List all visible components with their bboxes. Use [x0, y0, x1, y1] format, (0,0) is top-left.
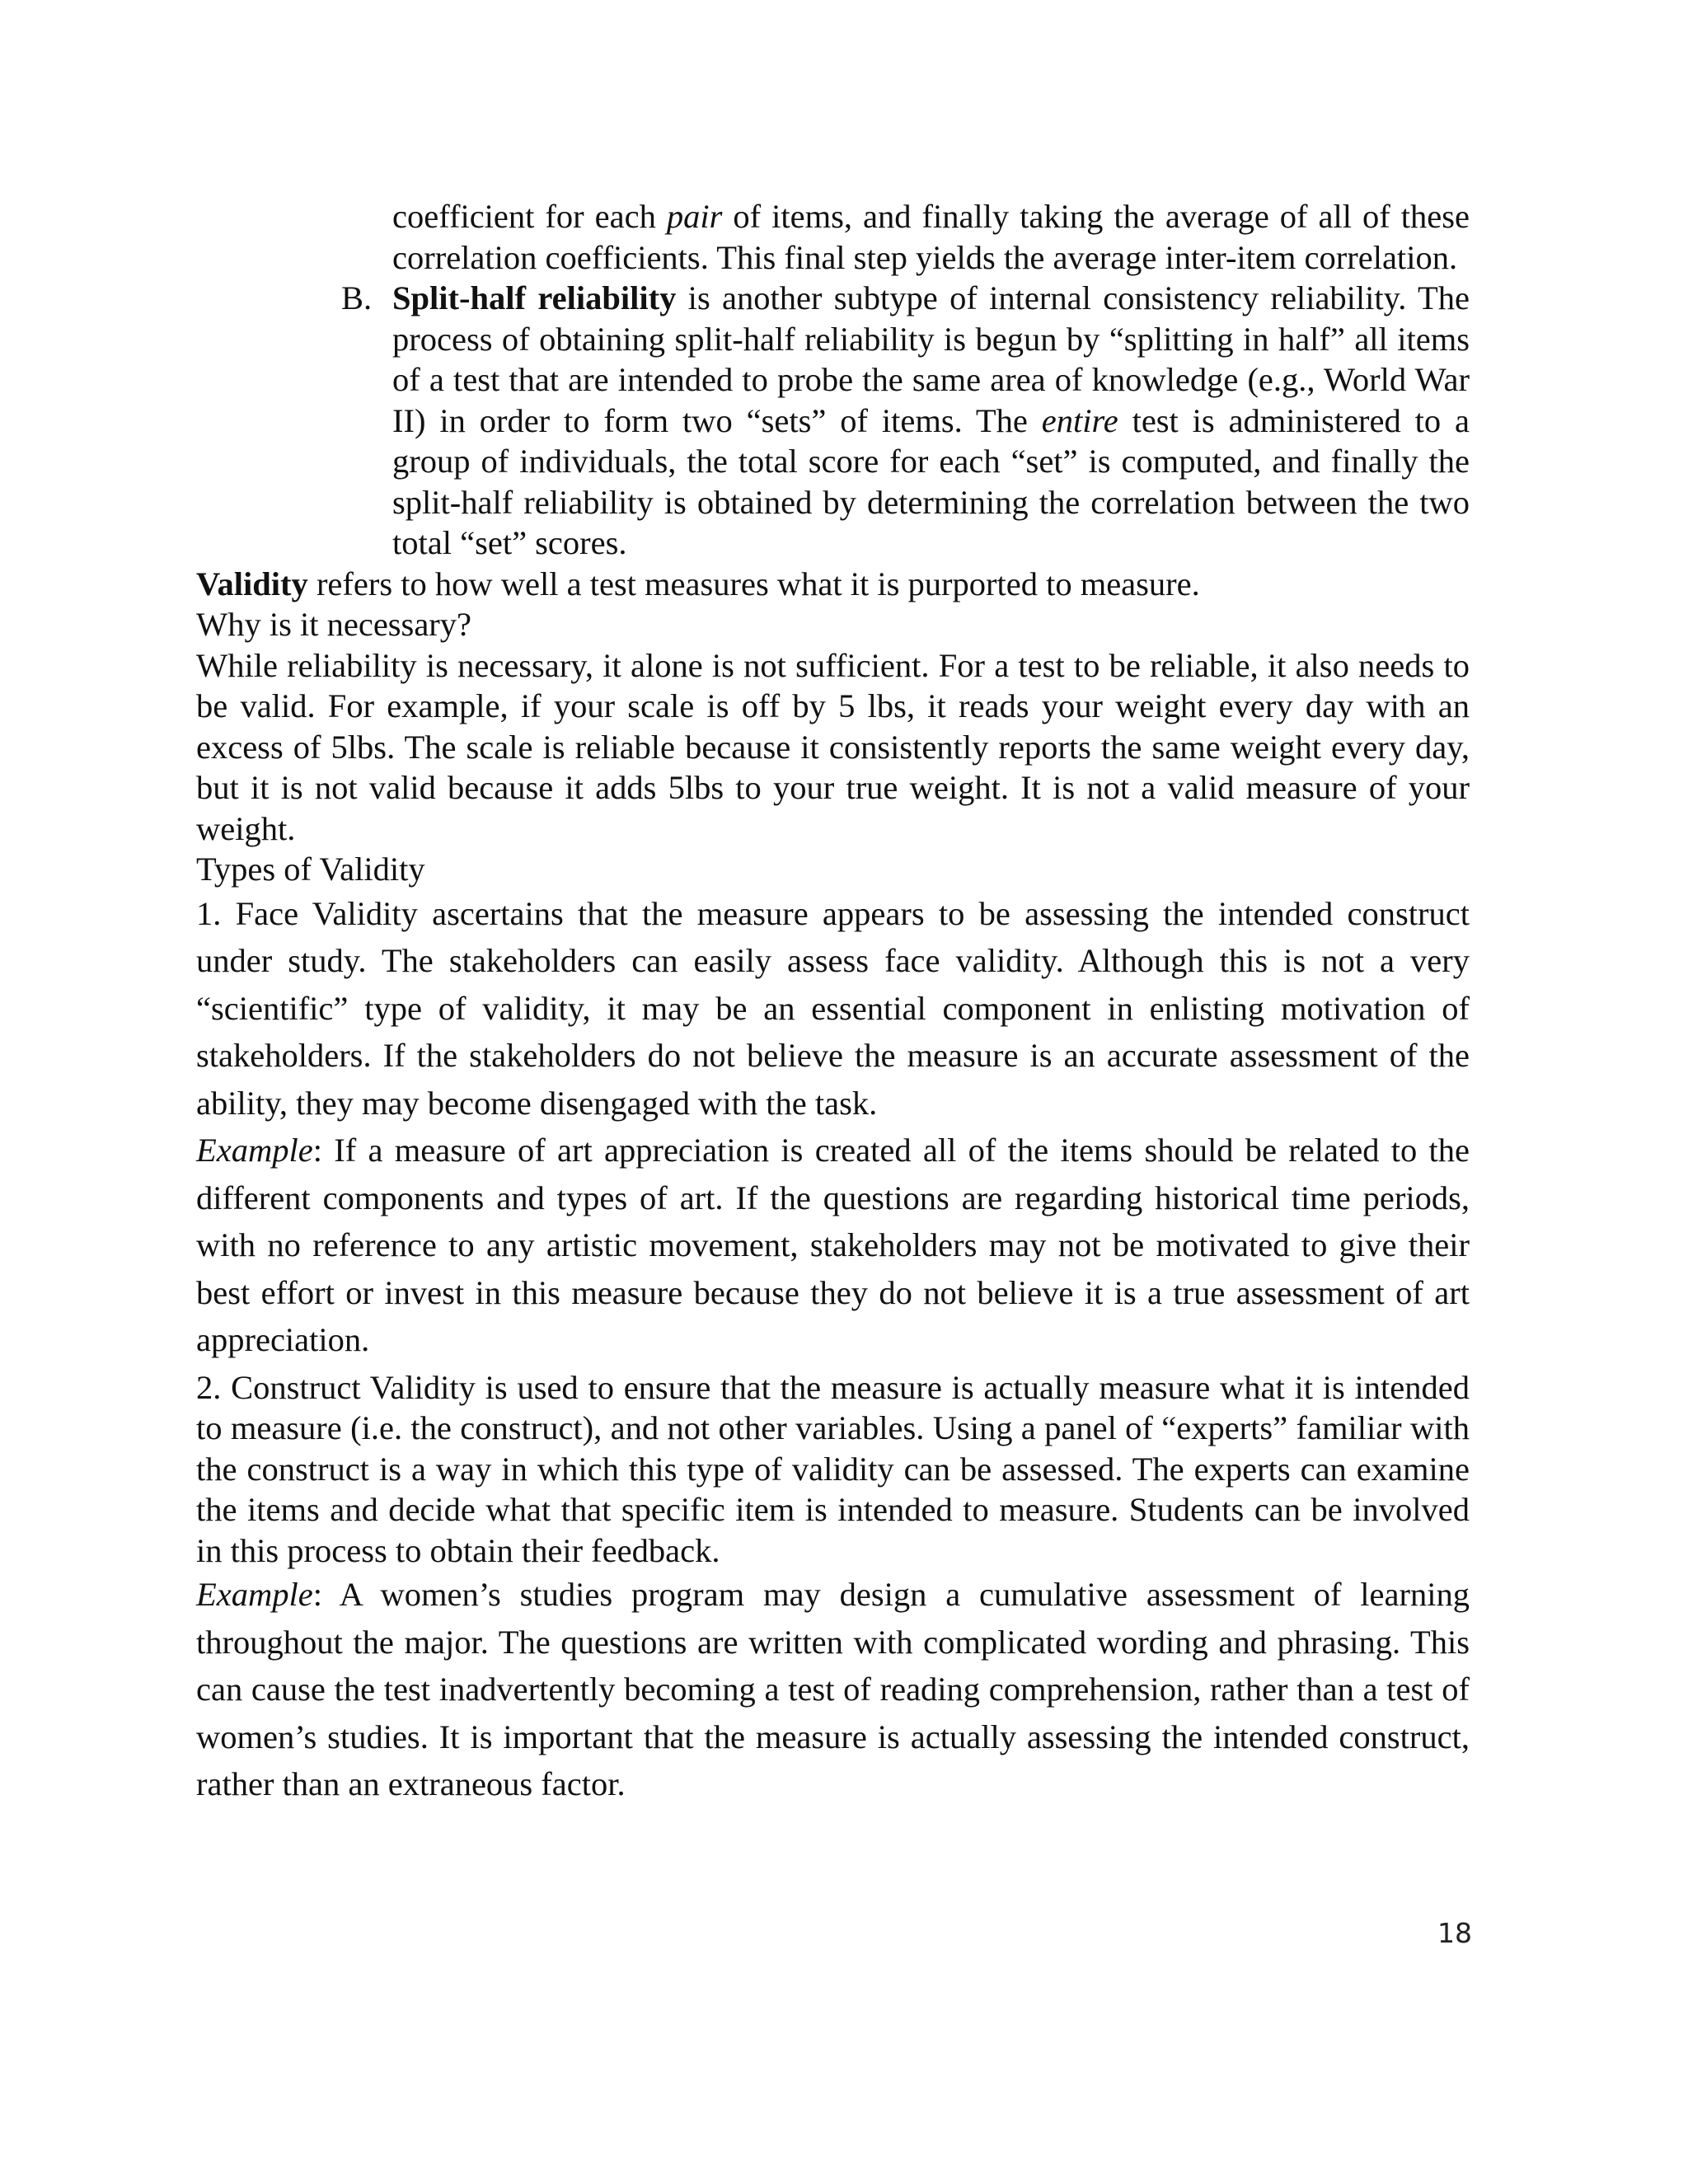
- why-necessary-heading: Why is it necessary?: [196, 606, 472, 643]
- intro-text-part1: coefficient for each: [392, 198, 667, 235]
- construct-validity-paragraph: 2. Construct Validity is used to ensure that the measure is actually measure what it is intended to measure (i.e. the construct), and not other variables. Using a panel of “experts” familiar with the construct is a way in which this type of validity can be assessed. The experts can examine the items and decide what that specific item is intended to measure. Students can be involved in this process to obtain their feedback.: [196, 1368, 1470, 1569]
- split-half-text-part1: is another subtype of internal consistency reliability. The process of obtaining split-half reliability is begun by “splitting in half” all items of a test that are intended to probe the same area of knowledge (e.g., World War II) in order to form two “sets” of items. The: [392, 279, 1470, 439]
- validity-definition-text: refers to how well a test measures what it is purported to measure.: [307, 565, 1200, 602]
- intro-continuation-paragraph: [392, 196, 1470, 278]
- split-half-list-item: [341, 278, 1470, 564]
- why-necessary-paragraph: While reliability is necessary, it alone is not sufficient. For a test to be reliable, it also needs to be valid. For example, if your scale is off by 5 lbs, it reads your weight every day with an excess of 5lbs. The scale is reliable because it consistently reports the same weight every day, but it is not valid because it adds 5lbs to your true weight. It is not a valid measure of your weight.: [196, 646, 1470, 847]
- construct-validity-example: [196, 1571, 1470, 1808]
- construct-example-label: Example: [196, 1576, 313, 1613]
- split-half-emphasis-entire: entire: [1041, 401, 1118, 439]
- face-example-text: : If a measure of art appreciation is created all of the items should be related to the different components and types of art. If the questions are regarding historical time periods, with no reference to any artistic movement, stakeholders may not be motivated to give their best effort or invest in this measure because they do not believe it is a true assessment of art appreciation.: [196, 1132, 1470, 1358]
- face-validity-example: [196, 1127, 1470, 1364]
- face-validity-paragraph: 1. Face Validity ascertains that the measure appears to be assessing the intended construct under study. The stakeholders can easily assess face validity. Although this is not a very “scientific” type of validity, it may be an essential component in enlisting motivation of stakeholders. If the stakeholders do not believe the measure is an accurate assessment of the ability, they may become disengaged with the task.: [196, 894, 1470, 1122]
- construct-example-text: : A women’s studies program may design a cumulative assessment of learning throughout the major. The questions are written with complicated wording and phrasing. This can cause the test inadvertently becoming a test of reading comprehension, rather than a test of women’s studies. It is important that the measure is actually assessing the intended construct, rather than an extraneous factor.: [196, 1576, 1470, 1802]
- validity-definition: [196, 564, 1470, 605]
- validity-term: Validity: [196, 565, 308, 602]
- split-half-text-part2: test is administered to a group of individuals, the total score for each “set” is computed, and finally the split-half reliability is obtained by determining the correlation between the two total “set” scores.: [392, 401, 1470, 561]
- split-half-term: Split-half reliability: [392, 279, 677, 316]
- page-number: 18: [1437, 1917, 1472, 1949]
- split-half-paragraph: [392, 278, 1470, 564]
- list-marker-b: B.: [341, 279, 373, 316]
- face-example-label: Example: [196, 1132, 313, 1169]
- types-of-validity-heading: Types of Validity: [196, 851, 425, 888]
- intro-text-part2: of items, and finally taking the average of all of these correlation coefficients. This final step yields the average inter-item correlation.: [392, 198, 1470, 276]
- page-body: [196, 196, 1470, 1808]
- intro-emphasis-pair: pair: [666, 198, 723, 235]
